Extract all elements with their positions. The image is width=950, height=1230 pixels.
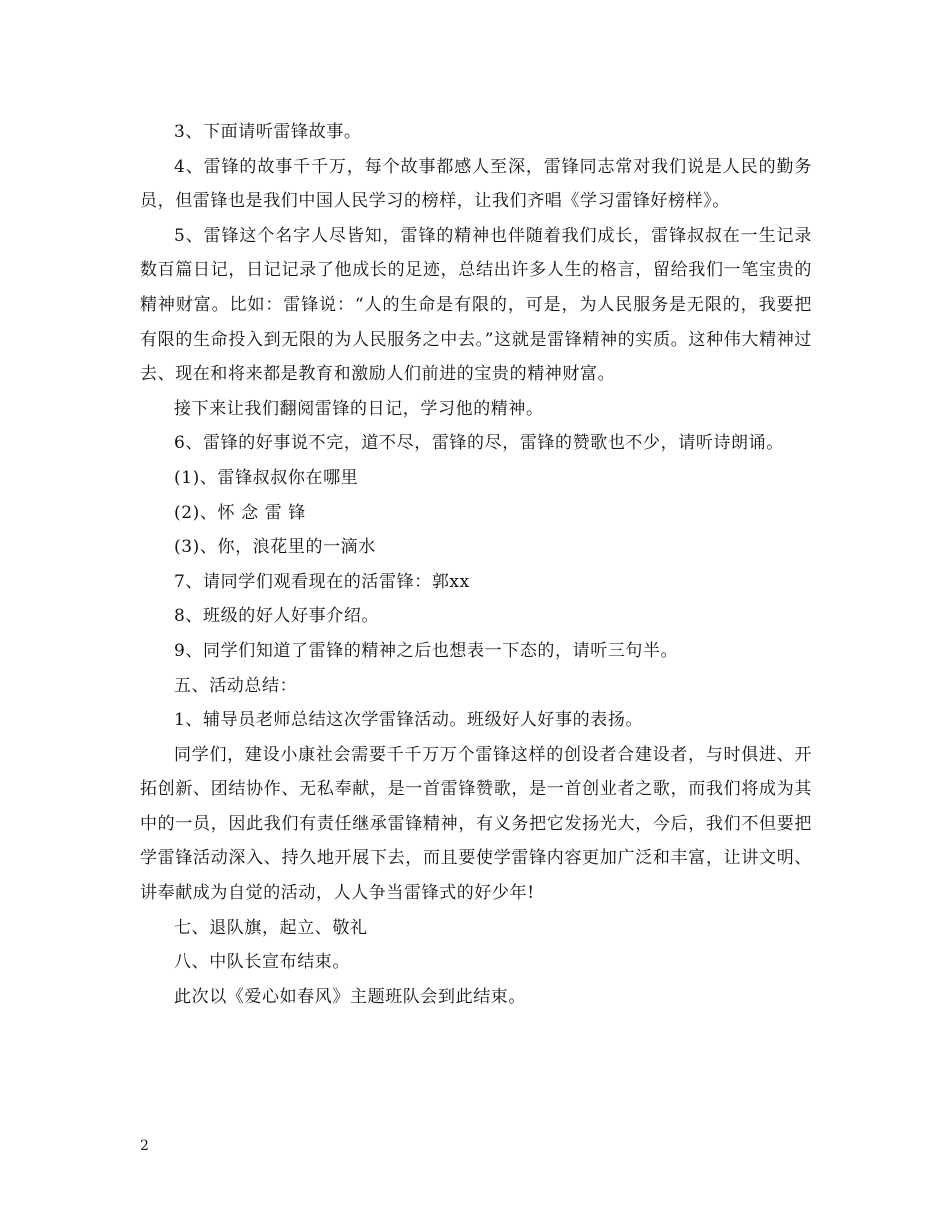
paragraph-summary-1: 1、辅导员老师总结这次学雷锋活动。班级好人好事的表扬。 [174, 710, 644, 731]
paragraph-item-3: 3、下面请听雷锋故事。 [174, 122, 362, 142]
paragraph-item-5: 5、雷锋这个名字人尽皆知，雷锋的精神也伴随着我们成长，雷锋叔叔在一生记录数百篇日记，日记记录了他成长的足迹，总结出许多人生的格言，留给我们一笔宝贵的精神财富。比如：雷锋说：“人的生命是有限的，可是，为人民服务是无限的，我要把有限的生命投入到无限的为人民服务之中去。”这就是雷锋精神的实质。这种伟大精神过去、现在和将来都是教育和激励人们前进的宝贵的精神财富。 [140, 225, 812, 385]
section-heading-flag: 七、退队旗，起立、敬礼 [174, 917, 368, 938]
paragraph-item-7: 7、请同学们观看现在的活雷锋：郭xx [174, 571, 470, 592]
paragraph-item-9: 9、同学们知道了雷锋的精神之后也想表一下态的，请听三句半。 [174, 640, 679, 661]
paragraph-item-6: 6、雷锋的好事说不完，道不尽，雷锋的尽，雷锋的赞歌也不少，请听诗朗诵。 [174, 433, 784, 454]
paragraph-poem-1: (1)、雷锋叔叔你在哪里 [174, 467, 359, 488]
paragraph-item-8: 8、班级的好人好事介绍。 [174, 606, 380, 627]
section-heading-end: 八、中队长宣布结束。 [174, 952, 350, 973]
paragraph-final: 此次以《爱心如春风》主题班队会到此结束。 [174, 986, 526, 1007]
page-number: 2 [140, 1138, 149, 1154]
document-body [140, 115, 812, 1014]
section-heading-summary: 五、活动总结： [174, 675, 298, 696]
paragraph-item-4: 4、雷锋的故事千千万，每个故事都感人至深，雷锋同志常对我们说是人民的勤务员，但雷锋也是我们中国人民学习的榜样，让我们齐唱《学习雷锋好榜样》。 [140, 156, 812, 212]
paragraph-poem-2: (2)、怀 念 雷 锋 [174, 502, 306, 523]
paragraph-closing-speech: 同学们，建设小康社会需要千千万万个雷锋这样的创设者合建设者，与时俱进、开拓创新、团结协作、无私奉献，是一首雷锋赞歌，是一首创业者之歌，而我们将成为其中的一员，因此我们有责任继承雷锋精神，有义务把它发扬光大，今后，我们不但要把学雷锋活动深入、持久地开展下去，而且要使学雷锋内容更加广泛和丰富，让讲文明、讲奉献成为自觉的活动，人人争当雷锋式的好少年! [140, 744, 812, 904]
paragraph-diary: 接下来让我们翻阅雷锋的日记，学习他的精神。 [174, 398, 544, 419]
paragraph-poem-3: (3)、你，浪花里的一滴水 [174, 537, 376, 558]
